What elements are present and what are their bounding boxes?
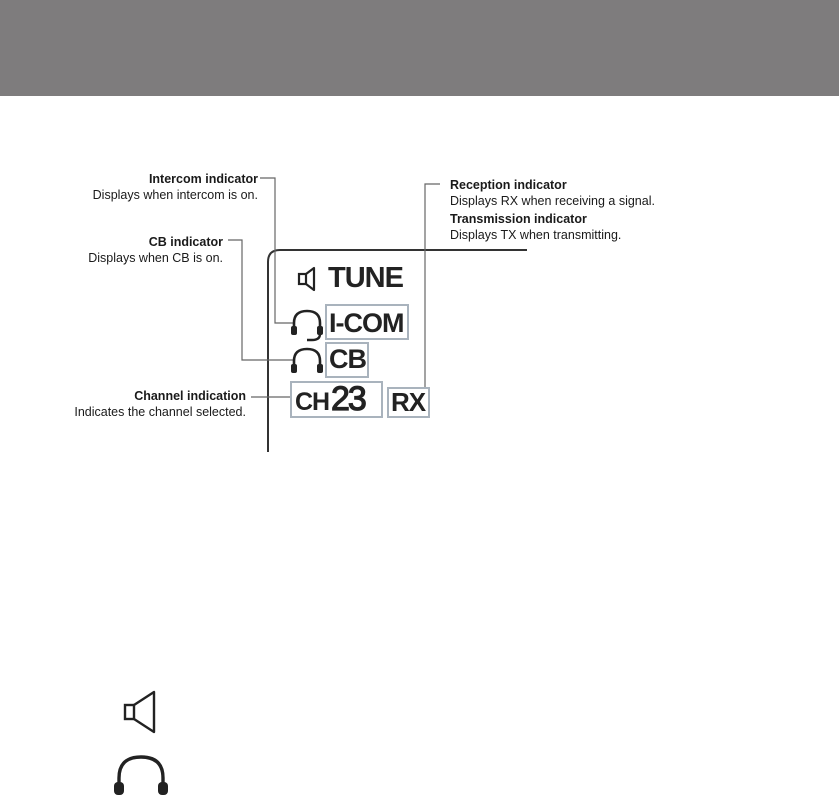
transmission-indicator-desc: Displays TX when transmitting. [450,228,622,242]
cb-highlight-box [325,342,369,378]
rx-text: RX [391,387,426,417]
headset-microphone-icon [290,307,326,341]
cb-indicator-title: CB indicator [148,235,223,249]
cb-indicator-desc: Displays when CB is on. [88,251,223,265]
icom-highlight-box [325,304,409,340]
channel-number: 23 [331,380,365,418]
channel-prefix: CH [295,388,330,416]
icom-text: I-COM [329,308,404,338]
speaker-icon [298,266,324,292]
headphones-icon [290,345,326,375]
intercom-indicator-desc: Displays when intercom is on. [92,188,258,202]
channel-indication-title: Channel indication [134,389,246,403]
transmission-indicator-title: Transmission indicator [450,212,587,226]
tune-text: TUNE [328,262,403,294]
reception-indicator-title: Reception indicator [450,178,567,192]
headphones-icon [112,752,170,796]
reception-indicator-desc: Displays RX when receiving a signal. [450,194,655,208]
speaker-icon [124,689,160,735]
intercom-indicator-title: Intercom indicator [148,172,258,186]
channel-indication-desc: Indicates the channel selected. [74,405,246,419]
cb-text: CB [329,344,366,374]
